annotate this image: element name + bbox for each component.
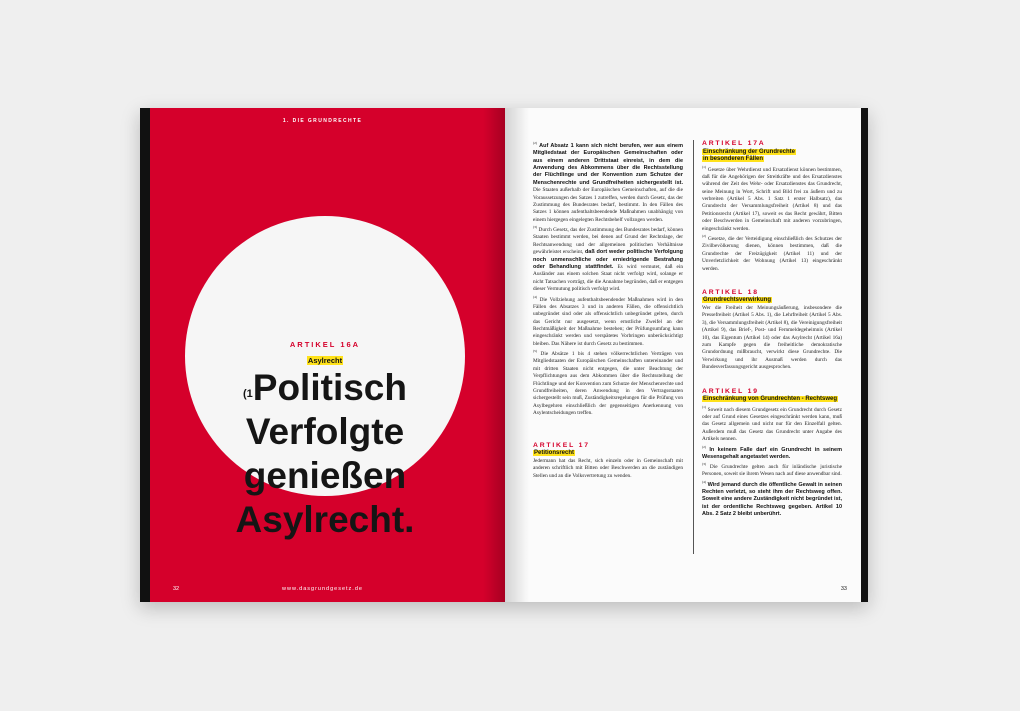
article-17 xyxy=(533,442,683,480)
article-18 xyxy=(702,289,842,372)
quote-number: (1 xyxy=(243,388,253,400)
article-19-p2: $^{(2)}$ In keinem Falle darf ein Grundrecht in seinem Wesensgehalt angetastet werden. xyxy=(702,444,842,460)
feature-circle xyxy=(185,216,465,540)
article-19-p3: $^{(3)}$ Die Grundrechte gelten auch für inländische juristische Personen, soweit sie ihrem Wesen nach auf diese anwendbar sind. xyxy=(702,462,842,478)
article-19-label: ARTIKEL 19 xyxy=(702,387,759,395)
article-19-title: Einschränkung von Grundrechten - Rechtsweg xyxy=(703,396,838,403)
left-page-edge xyxy=(140,108,150,602)
right-column xyxy=(702,140,842,519)
right-gutter-shadow xyxy=(505,108,529,602)
left-page-number: 32 xyxy=(173,586,180,592)
right-page-number: 33 xyxy=(840,586,847,592)
running-head: 1. DIE GRUNDRECHTE xyxy=(282,118,363,124)
left-column xyxy=(533,140,683,480)
right-page xyxy=(505,108,868,602)
paragraph-3: $^{(3)}$ Durch Gesetz, das der Zustimmung des Bundesrates bedarf, können Staaten bestimmt werden, bei denen auf Grund der Rechtslage, der Rechtsanwendung und der allgemeinen politischen Verhältnisse gewährleistet erscheint, daß dort weder politische Verfolgung noch unmenschliche oder erniedrigende Bestrafung oder Behandlung stattfindet. Es wird vermutet, daß ein Ausländer aus einem solchen Staat nicht verfolgt wird, solange er nicht Tatsachen vorträgt, die die Annahme begründen, daß er entgegen dieser Vermutung politisch verfolgt wird. xyxy=(533,225,683,293)
footer-url: www.dasgrundgesetz.de xyxy=(282,586,363,592)
article-17a-label: ARTIKEL 17A xyxy=(702,140,766,147)
column-divider xyxy=(693,140,694,554)
paragraph-2: $^{(2)}$ Auf Absatz 1 kann sich nicht berufen, wer aus einem Mitgliedstaat der Europäischen Gemeinschaften oder aus einem anderen Drittstaat einreist, in dem die Anwendung des Abkommens über die Rechtsstellung der Flüchtlinge und der Konvention zum Schutze der Menschenrechte und Grundfreiheiten sichergestellt ist. Die Staaten außerhalb der Europäischen Gemeinschaften, auf die die Voraussetzungen des Satzes 1 zutreffen, werden durch Gesetz, das der Zustimmung des Bundesrates bedarf, bestimmt. In den Fällen des Satzes 1 können aufenthaltsbeendende Maßnahmen unabhängig von einem hiergegen eingelegten Rechtsbehelf vollzogen werden. xyxy=(533,141,684,223)
quote-line-1: $^{(1}$Politisch xyxy=(243,367,407,408)
right-page-edge xyxy=(861,108,868,602)
article-title: Asylrecht xyxy=(307,356,343,365)
article-17a xyxy=(702,140,842,273)
article-19 xyxy=(702,388,842,519)
article-17a-p2: $^{(2)}$ Gesetze, die der Verteidigung einschließlich des Schutzes der Zivilbevölkerung dienen, können bestimmen, daß die Grundrechte der Freizügigkeit (Artikel 11) und der Unverletzlichkeit der Wohnung (Artikel 13) eingeschränkt werden. xyxy=(702,234,842,272)
article-label: ARTIKEL 16A xyxy=(289,340,361,349)
article-17a-p1: $^{(1)}$ Gesetze über Wehrdienst und Ersatzdienst können bestimmen, daß für die Angehörigen der Streitkräfte und des Ersatzdienstes während der Zeit des Wehr- oder Ersatzdienstes das Grundrecht, seine Meinung in Wort, Schrift und Bild frei zu äußern und zu verbreiten (Artikel 5 Abs. 1 Satz 1 erster Halbsatz), das Grundrecht der Versammlungsfreiheit (Artikel 8) und das Petitionsrecht (Artikel 17), soweit es das Recht gewährt, Bitten oder Beschwerden in Gemeinschaft mit anderen vorzubringen, eingeschränkt werden. xyxy=(702,164,843,232)
quote-line-3: genießen xyxy=(243,455,407,496)
article-17a-title-line-1: Einschränkung der Grundrechte xyxy=(703,148,796,155)
magazine-spread xyxy=(140,108,868,602)
article-17-label: ARTIKEL 17 xyxy=(533,441,590,449)
quote-line-4: Asylrecht. xyxy=(235,499,415,540)
article-18-text: Wer die Freiheit der Meinungsäußerung, insbesondere die Pressefreiheit (Artikel 5 Abs. 1), die Lehrfreiheit (Artikel 5 Abs. 3), die Versammlungsfreiheit (Artikel 8), die Vereinigungsfreiheit (Artikel 9), das Brief-, Post- und Fernmeldegeheimnis (Artikel 10), das Eigentum (Artikel 14) oder das Asylrecht (Artikel 16a) zum Kampfe gegen die freiheitliche demokratische Grundordnung mißbraucht, verwirkt diese Grundrechte. Die Verwirkung und ihr Ausmaß werden durch das Bundesverfassungsgericht ausgesprochen. xyxy=(702,305,842,371)
article-19-p4: $^{(4)}$ Wird jemand durch die öffentliche Gewalt in seinen Rechten verletzt, so steht ihm der Rechtsweg offen. Soweit eine andere Zuständigkeit nicht begründet ist, ist der ordentliche Rechtsweg gegeben. Artikel 10 Abs. 2 Satz 2 bleibt unberührt. xyxy=(702,479,843,518)
feature-quote xyxy=(185,366,465,542)
left-page xyxy=(140,108,505,602)
article-17-title: Petitionsrecht xyxy=(534,450,575,457)
quote-line-2: Verfolgte xyxy=(245,411,405,452)
left-gutter-shadow xyxy=(483,108,505,602)
article-17-text: Jedermann hat das Recht, sich einzeln oder in Gemeinschaft mit anderen schriftlich mit Bitten oder Beschwerden an die zuständigen Stellen und an die Volksvertretung zu wenden. xyxy=(533,457,683,479)
paragraph-4: $^{(4)}$ Die Vollziehung aufenthaltsbeendender Maßnahmen wird in den Fällen des Absatzes 3 und in anderen Fällen, die offensichtlich unbegründet sind oder als offensichtlich unbegründet gelten, durch das Gericht nur ausgesetzt, wenn ernstliche Zweifel an der Rechtmäßigkeit der Maßnahme bestehen; der Prüfungsumfang kann eingeschränkt werden und verspätetes Vorbringen unberücksichtigt bleiben. Das Nähere ist durch Gesetz zu bestimmen. xyxy=(533,294,683,347)
article-18-label: ARTIKEL 18 xyxy=(702,288,759,296)
article-17a-title-line-2: in besonderen Fällen xyxy=(703,156,764,163)
paragraph-5: $^{(5)}$ Die Absätze 1 bis 4 stehen völkerrechtlichen Verträgen von Mitgliedstaaten der Europäischen Gemeinschaften untereinander und mit dritten Staaten nicht entgegen, die unter Beachtung der Verpflichtungen aus dem Abkommen über die Rechtsstellung der Flüchtlinge und der Konvention zum Schutze der Menschenrechte und Grundfreiheiten, deren Anwendung in den Vertragsstaaten sichergestellt sein muß, Zuständigkeitsregelungen für die Prüfung von Asylbegehren einschließlich der gegenseitigen Anerkennung von Asylentscheidungen treffen. xyxy=(533,349,683,417)
article-18-title: Grundrechtsverwirkung xyxy=(703,297,772,304)
article-19-p1: $^{(1)}$ Soweit nach diesem Grundgesetz ein Grundrecht durch Gesetz oder auf Grund eines Gesetzes eingeschränkt werden kann, muß das Gesetz allgemein und nicht nur für den Einzelfall gelten. Außerdem muß das Gesetz das Grundrecht unter Angabe des Artikels nennen. xyxy=(702,404,842,443)
